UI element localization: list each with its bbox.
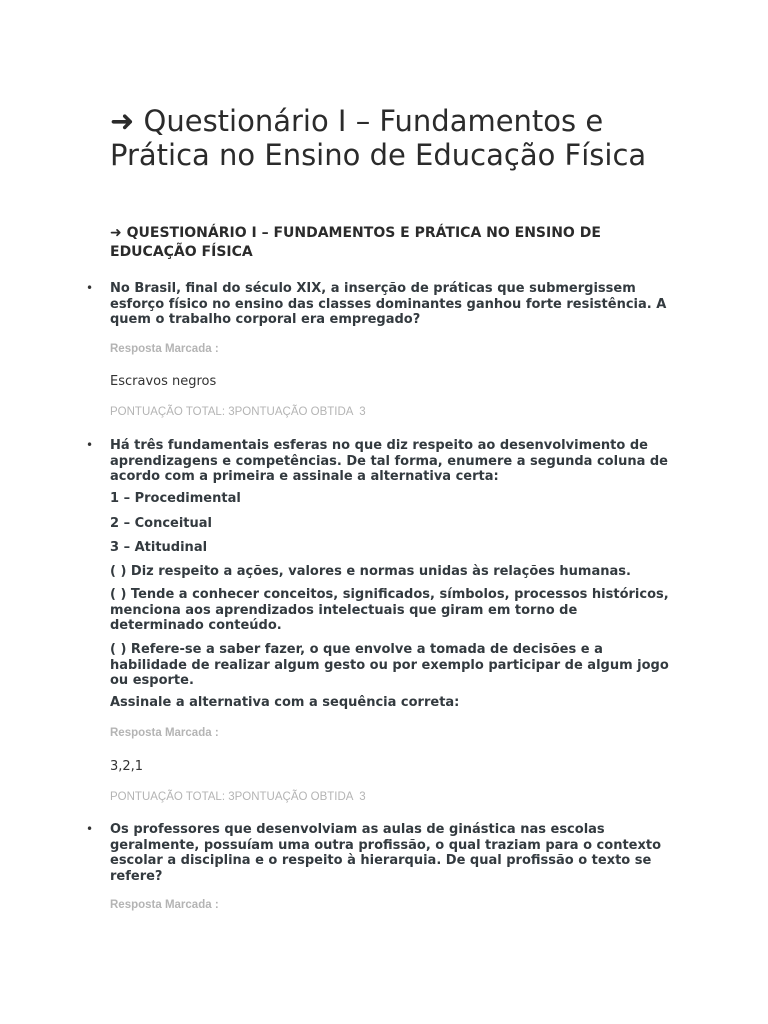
question-2-item-1: 1 – Procedimental [110, 491, 241, 506]
list-bullet: • [86, 438, 94, 452]
question-1-response-label: Resposta Marcada : [110, 343, 219, 355]
list-bullet: • [86, 281, 94, 295]
list-bullet: • [86, 822, 94, 836]
question-1-answer: Escravos negros [110, 374, 217, 389]
question-3-text: Os professores que desenvolviam as aulas de ginástica nas escolas geralmente, possuíam uma outra profissão, o qual traziam para o contexto escolar a disciplina e o respeito à hierarquia. De qual profissão o texto se refere? [110, 822, 662, 884]
question-3-response-label: Resposta Marcada : [110, 899, 219, 911]
question-2-answer: 3,2,1 [110, 759, 144, 774]
section-heading: ➜ QUESTIONÁRIO I – FUNDAMENTOS E PRÁTICA NO ENSINO DE EDUCAÇÃO FÍSICA [110, 225, 601, 260]
question-1-text: No Brasil, final do século XIX, a inserção de práticas que submergissem esforço físico no ensino das classes dominantes ganhou forte resistência. A quem o trabalho corporal era empregado? [110, 281, 667, 327]
question-2-item-2: 2 – Conceitual [110, 516, 213, 531]
question-2-item-3: 3 – Atitudinal [110, 540, 208, 555]
question-2-text: Há três fundamentais esferas no que diz respeito ao desenvolvimento de aprendizagens e competências. De tal forma, enumere a segunda coluna de acordo com a primeira e assinale a alternativa certa: [110, 438, 668, 484]
question-1-score: PONTUAÇÃO TOTAL: 3PONTUAÇÃO OBTIDA 3 [110, 406, 366, 418]
question-2-option-b: ( ) Tende a conhecer conceitos, significados, símbolos, processos históricos, menciona aos aprendizados intelectuais que giram em torno de determinado conteúdo. [110, 587, 669, 633]
question-2-option-a: ( ) Diz respeito a ações, valores e normas unidas às relações humanas. [110, 564, 631, 579]
question-2-option-c: ( ) Refere-se a saber fazer, o que envolve a tomada de decisões e a habilidade de realizar algum gesto ou por exemplo participar de algum jogo ou esporte. [110, 642, 669, 688]
question-2-response-label: Resposta Marcada : [110, 727, 219, 739]
page-title: ➜ Questionário I – Fundamentos e Prática no Ensino de Educação Física [110, 104, 647, 172]
question-2-score: PONTUAÇÃO TOTAL: 3PONTUAÇÃO OBTIDA 3 [110, 791, 366, 803]
question-2-instruction: Assinale a alternativa com a sequência correta: [110, 695, 460, 710]
